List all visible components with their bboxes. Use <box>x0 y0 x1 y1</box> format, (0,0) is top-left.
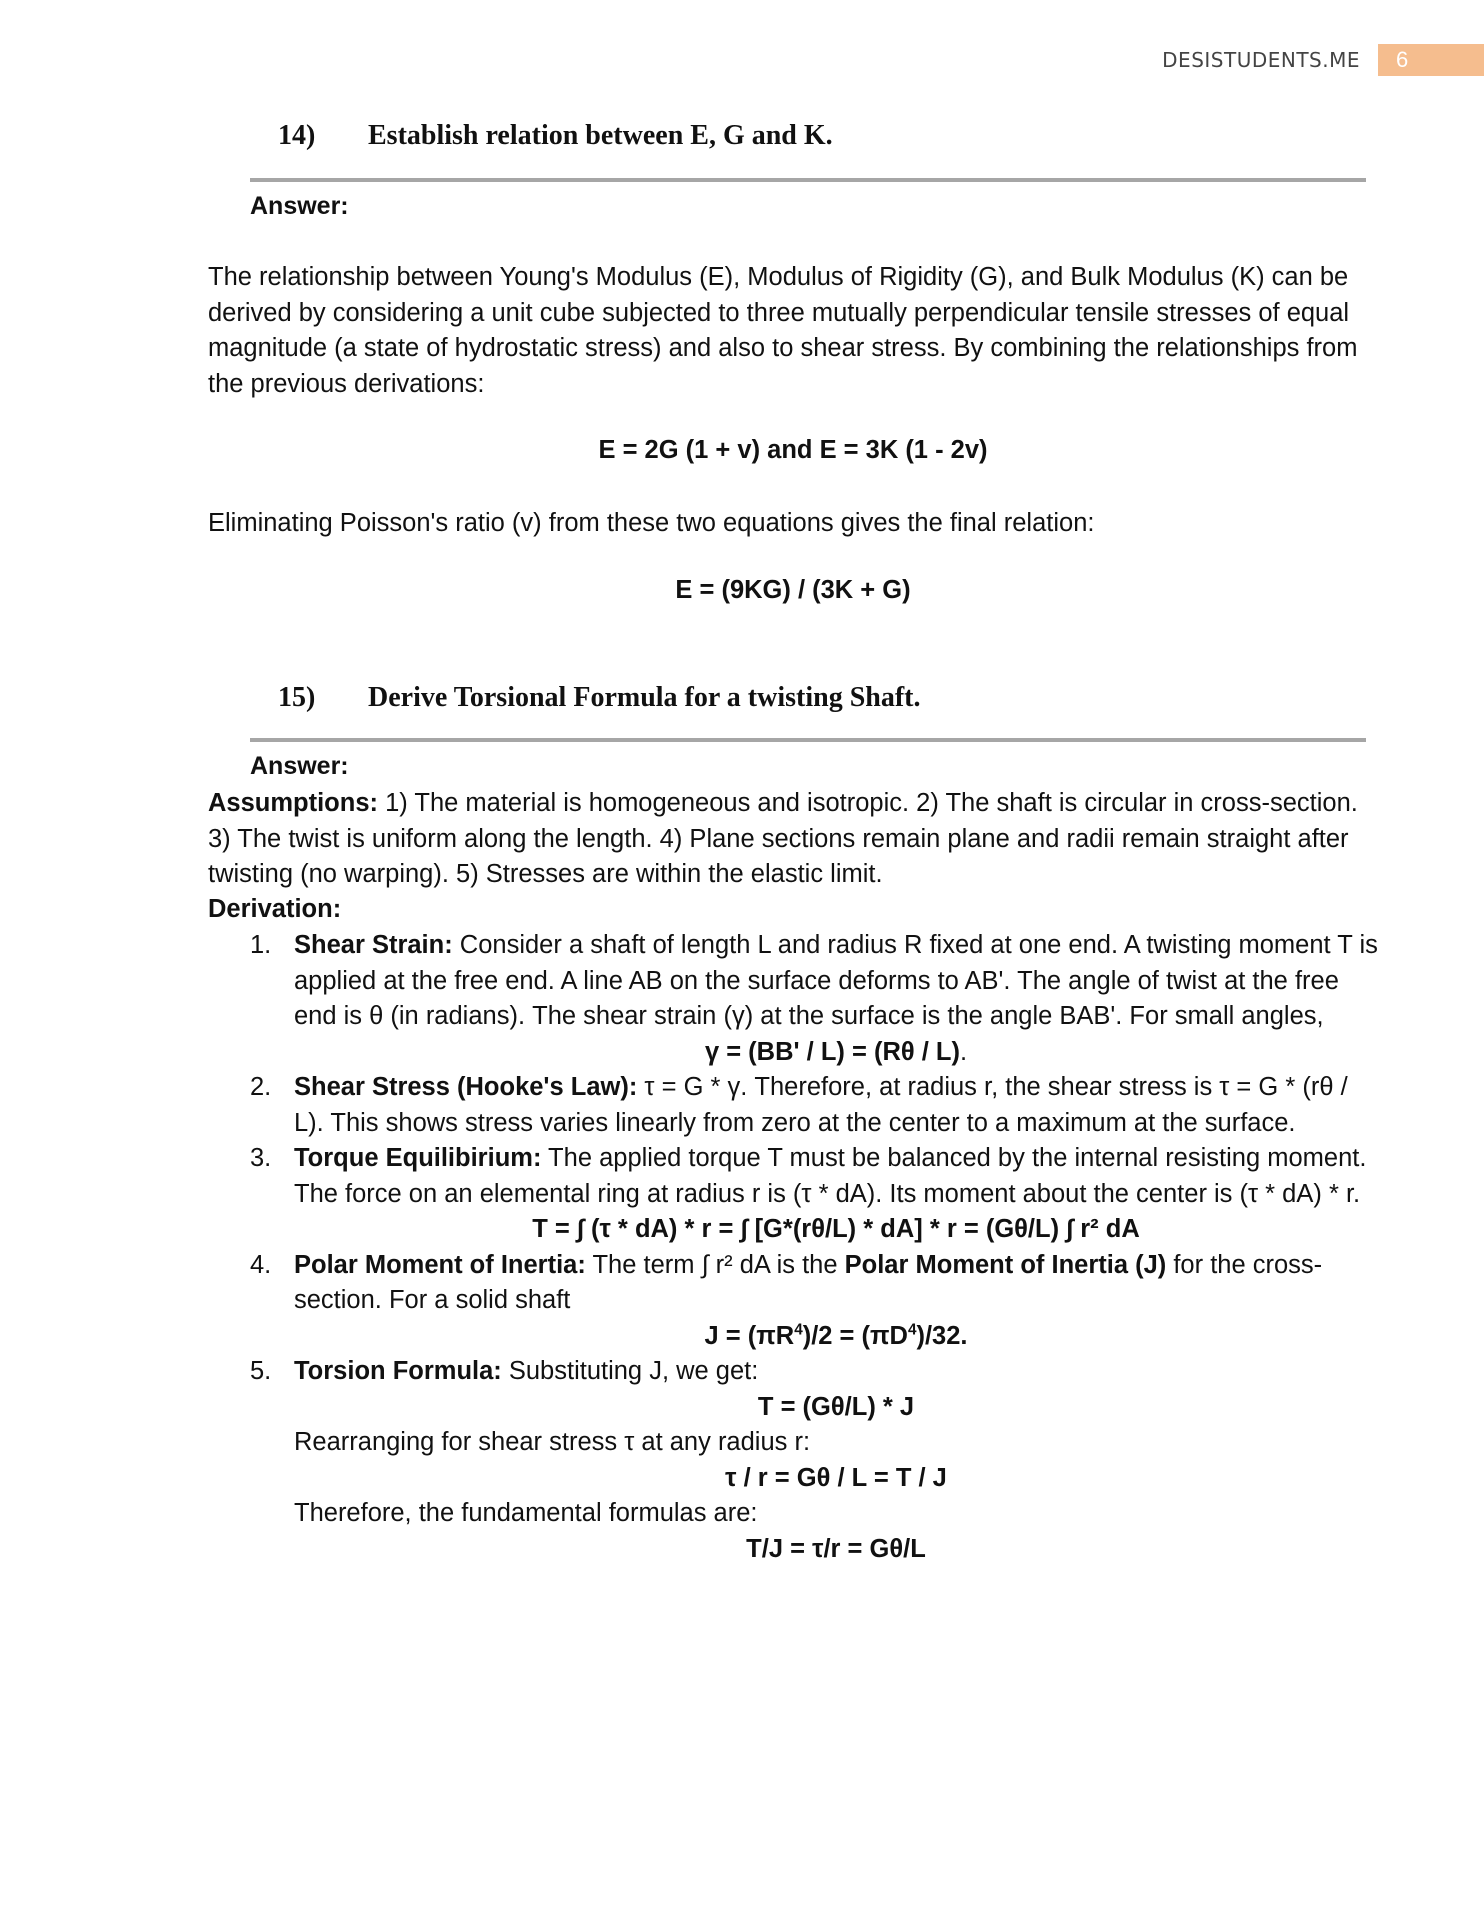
torque-equation: T = ∫ (τ * dA) * r = ∫ [G*(rθ/L) * dA] * r = (Gθ/L) ∫ r² dA <box>532 1215 1140 1243</box>
question-title: Derive Torsional Formula for a twisting Shaft. <box>368 682 921 713</box>
step-label: Polar Moment of Inertia: <box>294 1250 586 1279</box>
step-label: Torsion Formula: <box>294 1357 502 1385</box>
derivation-step: 3. Torque Equilibirium: The applied torque T must be balanced by the internal resisting moment. The force on an elemental ring at radius r is (τ * dA). Its moment about the center is (τ * dA) * r. T = ∫ (τ * dA) * r = ∫ [G*(rθ/L) * dA] * r = (Gθ/L) ∫ r² dA <box>250 1141 1378 1248</box>
step-label: Shear Stress (Hooke's Law): <box>294 1073 638 1101</box>
question-title: Establish relation between E, G and K. <box>368 120 833 151</box>
question-number: 14) <box>278 120 316 151</box>
torsion-formula-equation: T/J = τ/r = Gθ/L <box>746 1534 926 1563</box>
q14-intro-paragraph: The relationship between Young's Modulus (E), Modulus of Rigidity (G), and Bulk Modulus (K) can be derived by considering a unit cube subjected to three mutually perpendicular tensile stresses of equal magnitude (a state of hydrostatic stress) and also to shear stress. By combining the relationships from the previous derivations: <box>208 263 1358 398</box>
section-divider <box>250 178 1366 182</box>
answer-label: Answer: <box>250 192 349 220</box>
question-15-heading <box>278 682 920 714</box>
step-text: The applied torque T must be balanced by the internal resisting moment. The force on an elemental ring at radius r is (τ * dA). Its moment about the center is (τ * dA) * r. <box>294 1144 1367 1208</box>
step-text: τ = G * γ. Therefore, at radius r, the shear stress is τ = G * (rθ / L). This shows stress varies linearly from zero at the center to a maximum at the surface. <box>294 1073 1348 1137</box>
polar-moment-equation: $J = (\pi R^4)/2 = (\pi D^4)/32$. <box>704 1321 968 1350</box>
derivation-label: Derivation: <box>208 895 342 923</box>
page-number: 6 <box>1396 47 1409 72</box>
question-14-heading <box>278 120 833 152</box>
derivation-steps <box>250 928 1378 1567</box>
answer-label: Answer: <box>250 752 349 780</box>
page-number-badge <box>1378 44 1484 76</box>
torque-j-equation: T = (Gθ/L) * J <box>757 1392 915 1421</box>
equation-e-g-k: E = 2G (1 + v) and E = 3K (1 - 2v) <box>598 436 988 464</box>
derivation-step: 4. Polar Moment of Inertia: The term ∫ r² dA is the Polar Moment of Inertia (J) for the cross-section. For a solid shaft $J = (\pi R^4)/2 = (\pi D^4)/32$. <box>250 1248 1378 1355</box>
assumptions-text: 1) The material is homogeneous and isotropic. 2) The shaft is circular in cross-section. 3) The twist is uniform along the length. 4) Plane sections remain plane and radii remain straight after twisting (no warping). 5) Stresses are within the elastic limit. <box>208 789 1358 888</box>
assumptions-label: Assumptions: <box>208 789 379 817</box>
site-name: DESISTUDENTS.ME <box>1162 48 1360 72</box>
question-number: 15) <box>278 682 316 713</box>
step-text: Consider a shaft of length L and radius R fixed at one end. A twisting moment T is applied at the free end. A line AB on the surface deforms to AB'. The angle of twist at the free end is θ (in radians). The shear strain (γ) at the surface is the angle BAB'. For small angles, <box>294 931 1378 1030</box>
rearranging-text: Rearranging for shear stress τ at any radius r: <box>294 1428 811 1456</box>
shear-strain-equation: γ = (BB' / L) = (Rθ / L). <box>704 1037 968 1066</box>
derivation-step: 5. Torsion Formula: Substituting J, we get: T = (Gθ/L) * J Rearranging for shear stress τ at any radius r: τ / r = Gθ / L = T / J Therefore, the fundamental formulas are: T/J = τ/r = Gθ/L <box>250 1354 1378 1567</box>
q14-eliminate-paragraph: Eliminating Poisson's ratio (v) from these two equations gives the final relation: <box>208 509 1095 537</box>
shear-stress-ratio-equation: τ / r = Gθ / L = T / J <box>725 1463 947 1492</box>
step-label: Shear Strain: <box>294 931 453 959</box>
page-header <box>1162 44 1484 76</box>
assumptions-paragraph <box>208 786 1378 893</box>
derivation-step: 2. Shear Stress (Hooke's Law): τ = G * γ. Therefore, at radius r, the shear stress is τ = G * (rθ / L). This shows stress varies linearly from zero at the center to a maximum at the surface. <box>250 1073 1348 1137</box>
fundamental-text: Therefore, the fundamental formulas are: <box>294 1499 758 1527</box>
section-divider <box>250 738 1366 742</box>
derivation-step: 1. Shear Strain: Consider a shaft of length L and radius R fixed at one end. A twisting moment T is applied at the free end. A line AB on the surface deforms to AB'. The angle of twist at the free end is θ (in radians). The shear strain (γ) at the surface is the angle BAB'. For small angles, γ = (BB' / L) = (Rθ / L). <box>250 928 1378 1070</box>
step-label: Torque Equilibirium: <box>294 1144 542 1172</box>
equation-final-relation: E = (9KG) / (3K + G) <box>675 576 911 604</box>
